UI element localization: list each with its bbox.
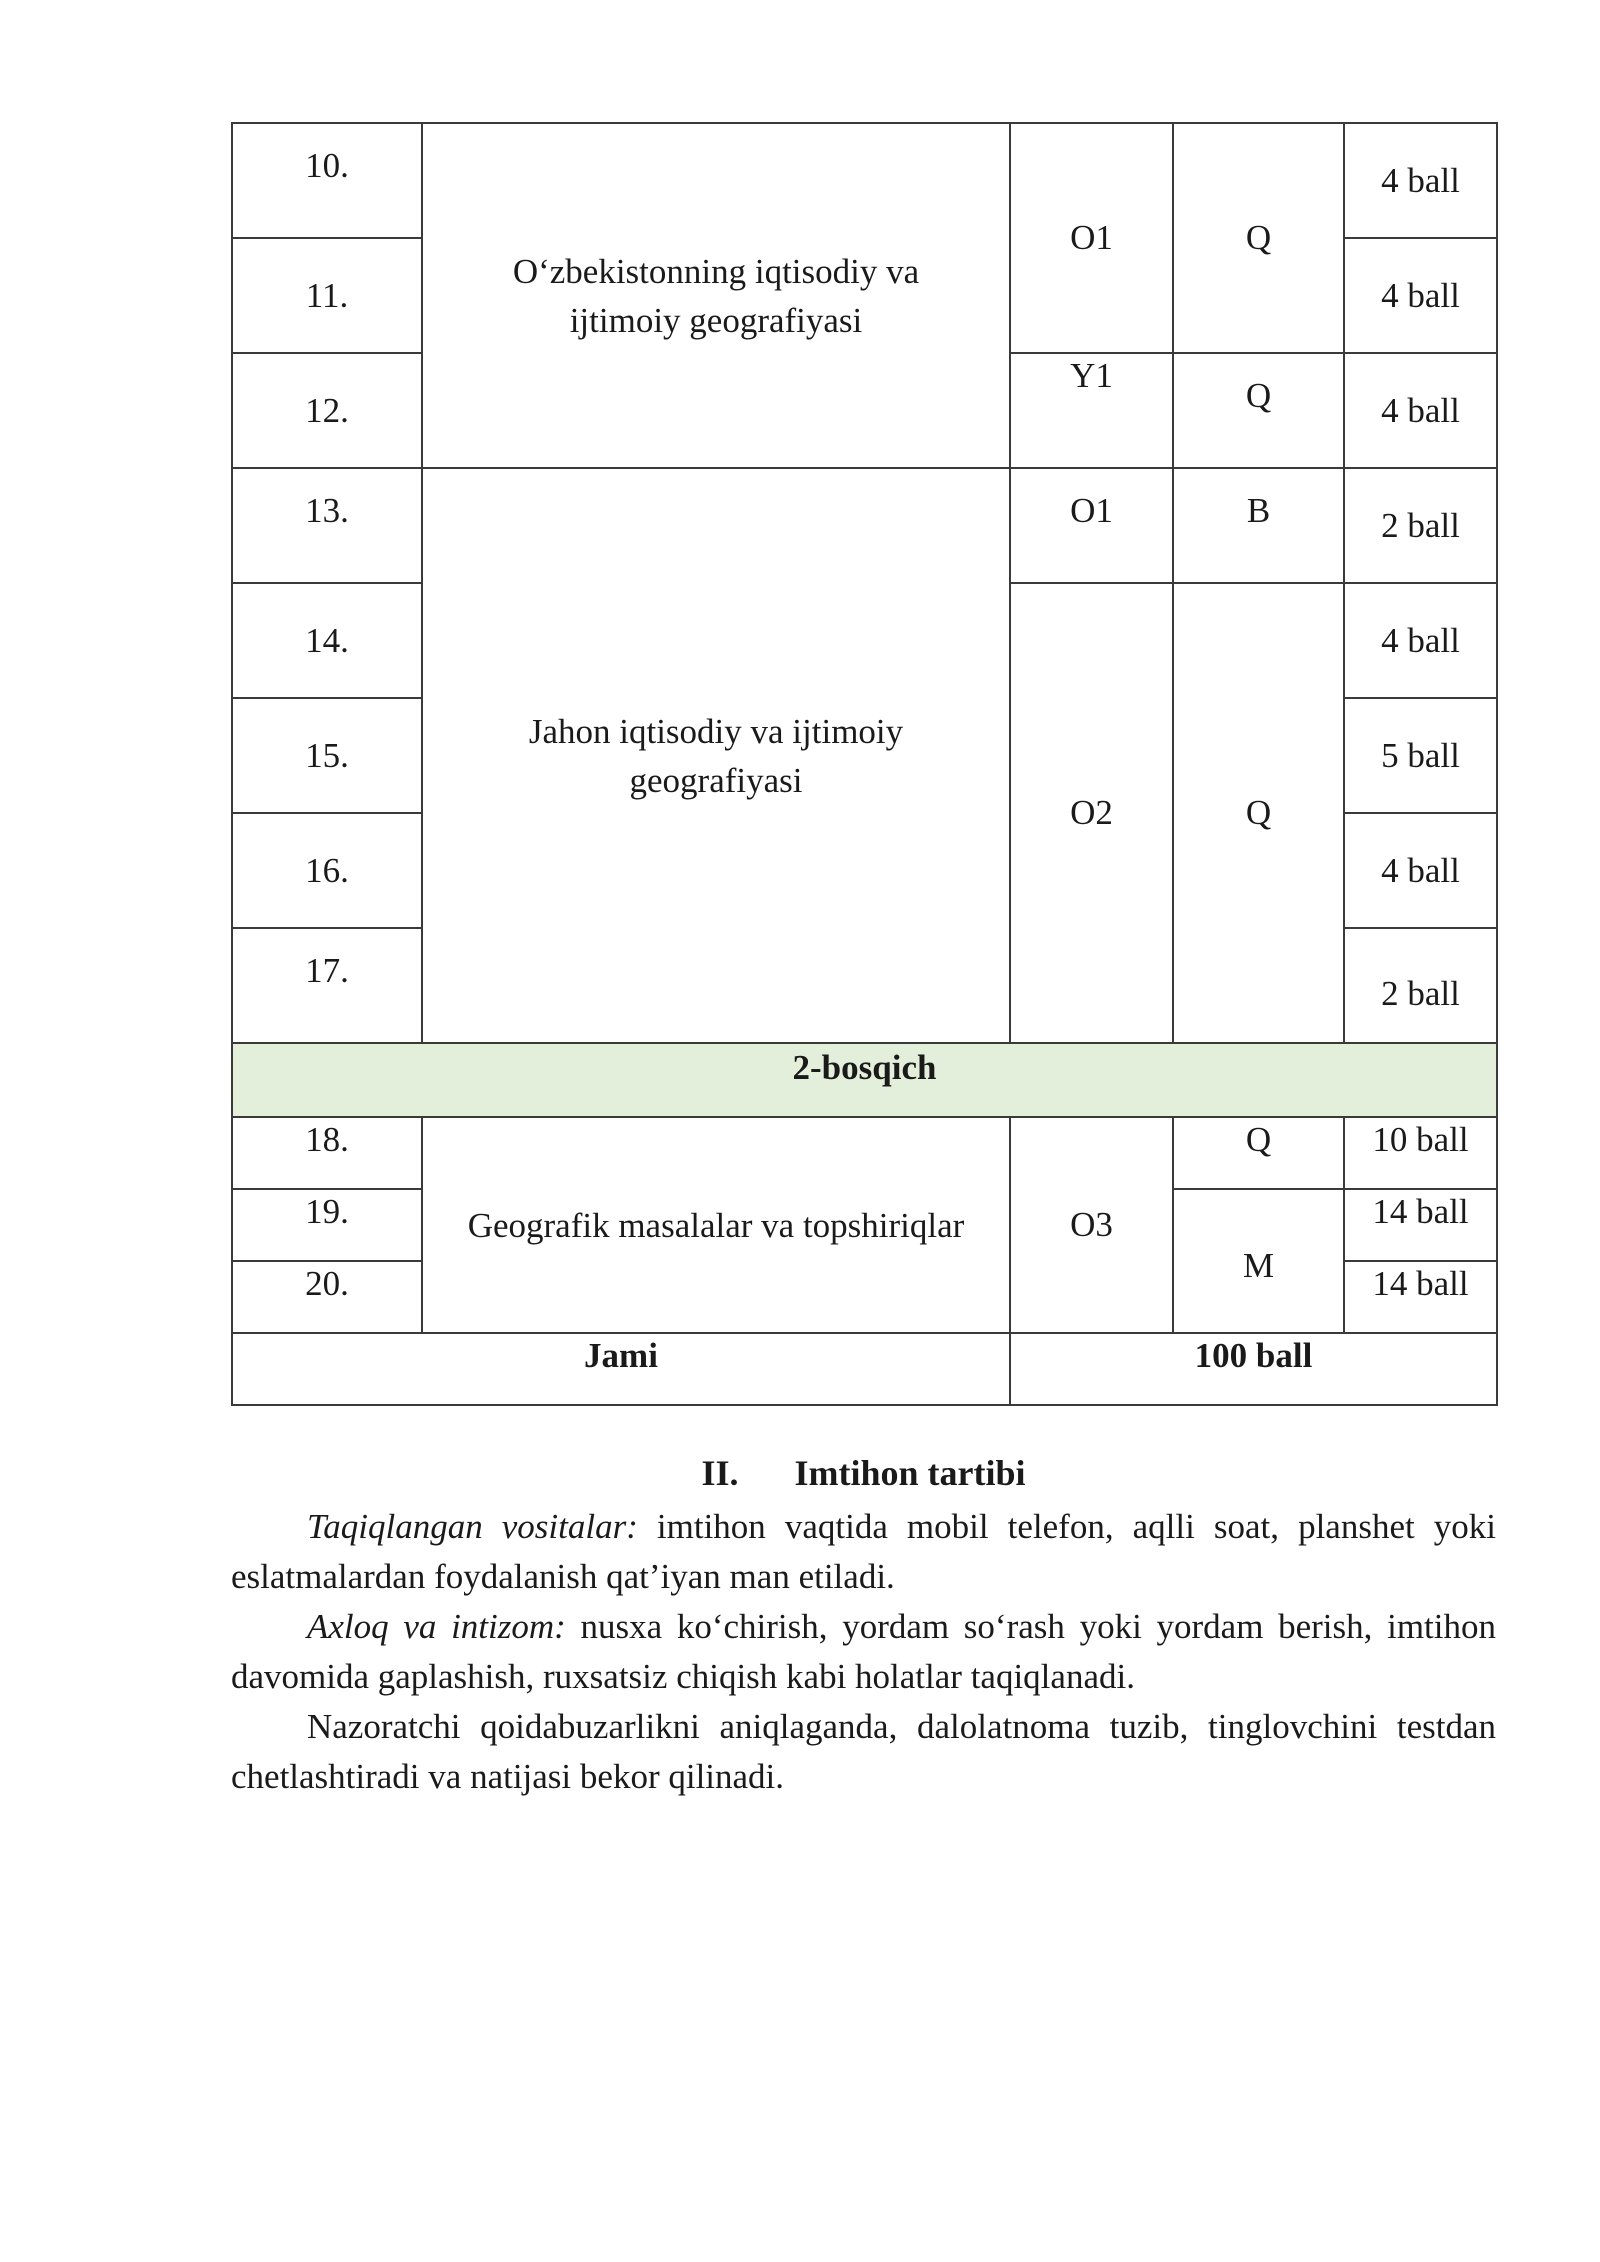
type-cell: Q: [1173, 353, 1344, 468]
points-cell: 4 ball: [1344, 813, 1497, 928]
section-heading: [231, 1452, 1496, 1494]
paragraph-text: Nazoratchi qoidabuzarlikni aniqlaganda, dalolatnoma tuzib, tinglovchini testdan chetlashtiradi va natijasi bekor qilinadi.: [231, 1707, 1496, 1796]
score-table-wrapper: [231, 122, 1496, 1401]
points-cell: 5 ball: [1344, 698, 1497, 813]
question-number: 16.: [232, 813, 422, 928]
points-cell: 10 ball: [1344, 1117, 1497, 1189]
table-row: [232, 123, 1497, 238]
table-row: [232, 468, 1497, 583]
level-cell: O3: [1010, 1117, 1173, 1333]
question-number: 10.: [232, 123, 422, 238]
type-cell: Q: [1173, 123, 1344, 353]
paragraph-text: nusxa ko‘chirish, yordam so‘rash yoki yordam berish, imtihon davomida gaplashish, ruxsatsiz chiqish kabi holatlar taqiqlanadi.: [231, 1607, 1496, 1696]
total-value: 100 ball: [1010, 1333, 1497, 1405]
type-cell: Q: [1173, 1117, 1344, 1189]
question-number: 11.: [232, 238, 422, 353]
question-number: 17.: [232, 928, 422, 1043]
topic-cell: Jahon iqtisodiy va ijtimoiy geografiyasi: [422, 468, 1010, 1043]
level-cell: O1: [1010, 468, 1173, 583]
type-cell: Q: [1173, 583, 1344, 1043]
points-cell: 4 ball: [1344, 123, 1497, 238]
paragraph-ethics: [231, 1602, 1496, 1702]
question-number: 18.: [232, 1117, 422, 1189]
topic-cell: Geografik masalalar va topshiriqlar: [422, 1117, 1010, 1333]
paragraph-text: imtihon vaqtida mobil telefon, aqlli soat, planshet yoki eslatmalardan foydalanish qat’iyan man etiladi.: [231, 1507, 1496, 1596]
level-cell: O2: [1010, 583, 1173, 1043]
question-number: 15.: [232, 698, 422, 813]
type-cell: B: [1173, 468, 1344, 583]
points-cell: 14 ball: [1344, 1261, 1497, 1333]
section-number: II.: [701, 1453, 739, 1493]
question-number: 19.: [232, 1189, 422, 1261]
score-table: [231, 122, 1498, 1406]
table-row: [232, 1117, 1497, 1189]
stage-label: 2-bosqich: [232, 1043, 1497, 1117]
paragraph-label: Axloq va intizom:: [307, 1607, 566, 1646]
total-label: Jami: [232, 1333, 1010, 1405]
points-cell: 2 ball: [1344, 928, 1497, 1043]
points-cell: 4 ball: [1344, 238, 1497, 353]
points-cell: 4 ball: [1344, 583, 1497, 698]
points-cell: 4 ball: [1344, 353, 1497, 468]
paragraph-prohibited-items: [231, 1502, 1496, 1602]
topic-cell: O‘zbekistonning iqtisodiy va ijtimoiy geografiyasi: [422, 123, 1010, 468]
question-number: 14.: [232, 583, 422, 698]
points-cell: 2 ball: [1344, 468, 1497, 583]
question-number: 20.: [232, 1261, 422, 1333]
section-title: Imtihon tartibi: [794, 1453, 1026, 1493]
points-cell: 14 ball: [1344, 1189, 1497, 1261]
paragraph-supervisor: [231, 1702, 1496, 1802]
question-number: 13.: [232, 468, 422, 583]
question-number: 12.: [232, 353, 422, 468]
level-cell: Y1: [1010, 353, 1173, 468]
level-cell: O1: [1010, 123, 1173, 353]
stage-row: [232, 1043, 1497, 1117]
total-row: [232, 1333, 1497, 1405]
paragraph-label: Taqiqlangan vositalar:: [307, 1507, 638, 1546]
type-cell: M: [1173, 1189, 1344, 1333]
